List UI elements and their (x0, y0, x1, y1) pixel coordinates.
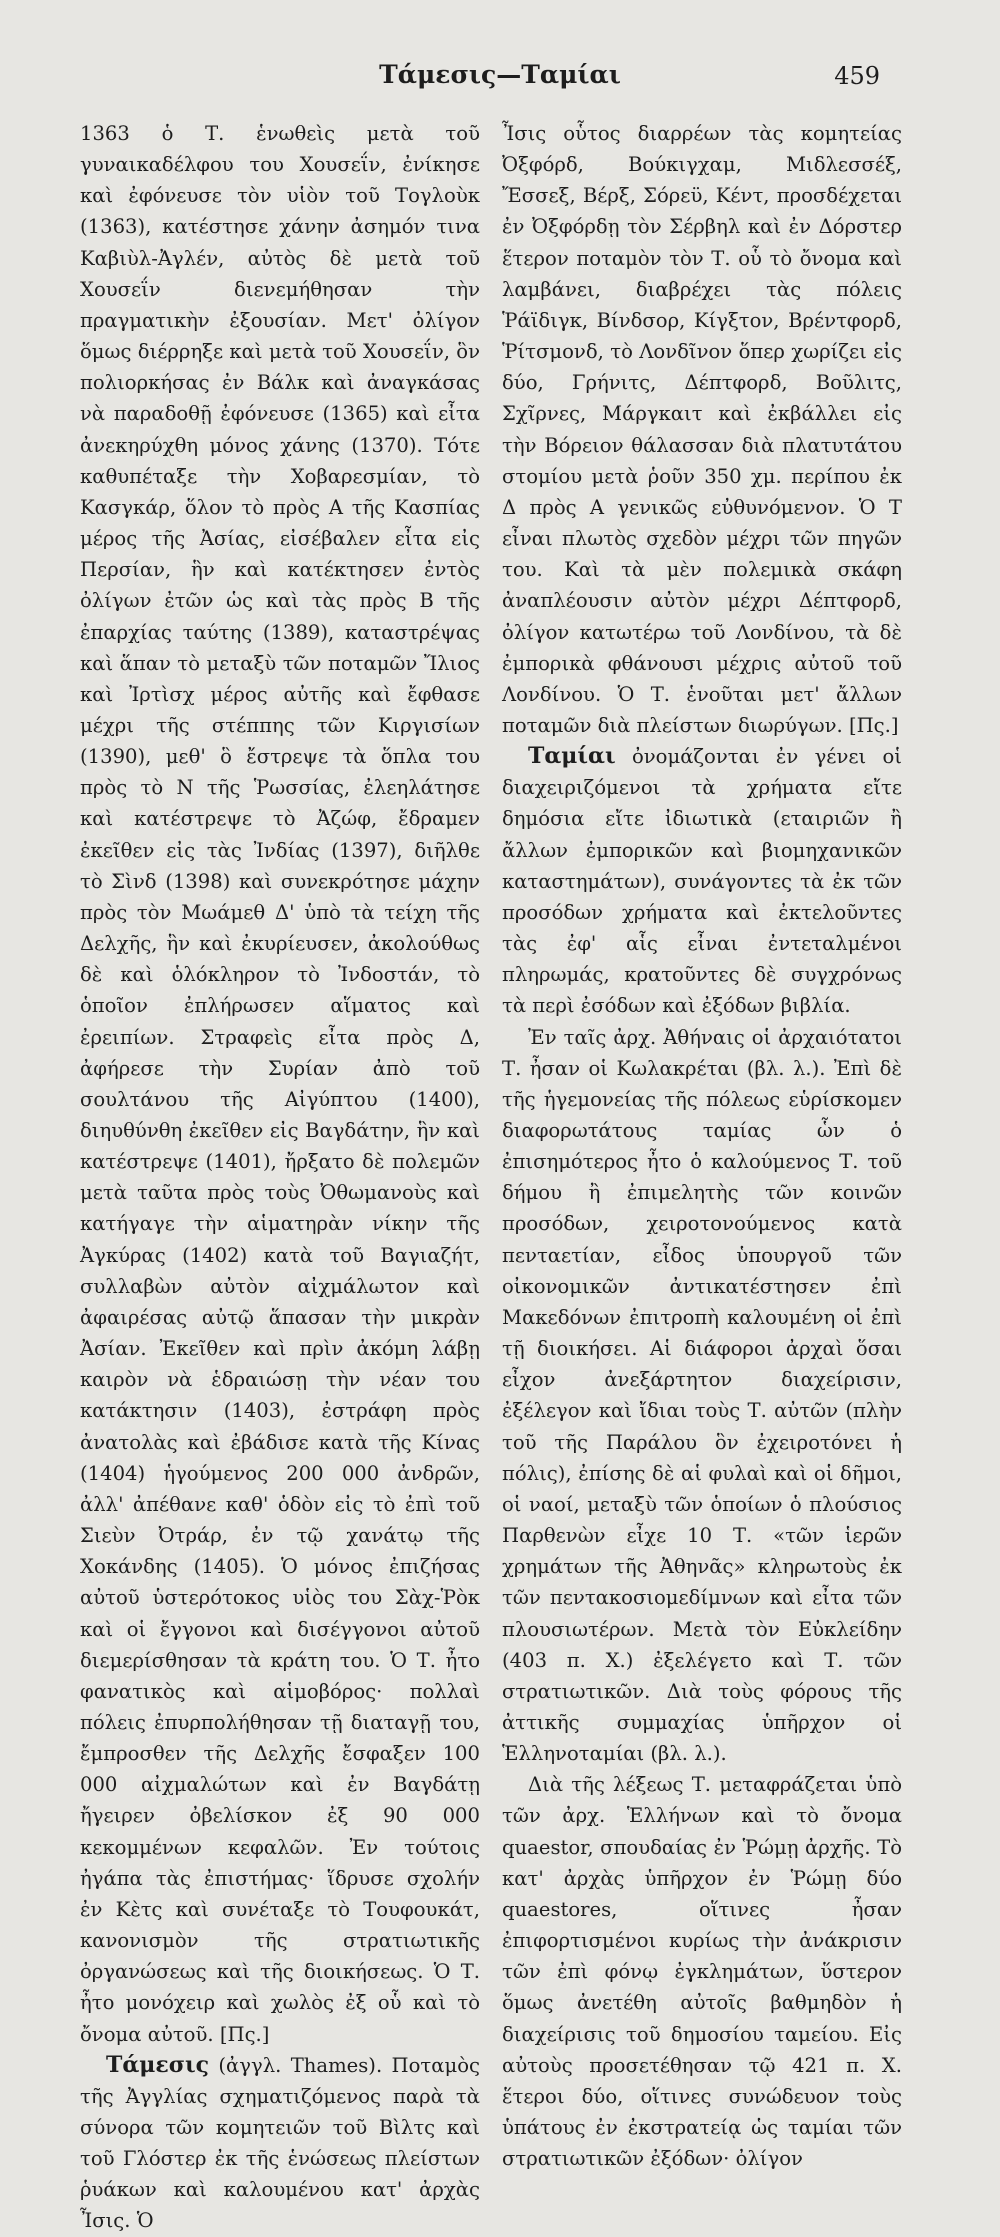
entry-timur-continuation: 1363 ὁ Τ. ἑνωθεὶς μετὰ τοῦ γυναικαδέλφου του Χουσεΐν, ἐνίκησε καὶ ἐφόνευσε τὸν υἱὸν τοῦ Τογλοὺκ (1363), κατέστησε χάνην ἀσημόν τινα Καβιὺλ-Ἀγλέν, αὐτὸς δὲ μετὰ τοῦ Χουσεΐν διενεμήθησαν τὴν πραγματικὴν ἐξουσίαν. Μετ' ὀλίγον ὅμως διέρρηξε καὶ μετὰ τοῦ Χουσεΐν, ὃν πολιορκήσας ἐν Βάλκ καὶ ἀναγκάσας νὰ παραδοθῇ ἐφόνευσε (1365) καὶ εἶτα ἀνεκηρύχθη μόνος χάνης (1370). Τότε καθυπέταξε τὴν Χοβαρεσμίαν, τὸ Κασγκάρ, ὅλον τὸ πρὸς Α τῆς Κασπίας μέρος τῆς Ἀσίας, εἰσέβαλεν εἶτα εἰς Περσίαν, ἣν καὶ κατέκτησεν ἐντὸς ὀλίγων ἐτῶν ὡς καὶ τὰς πρὸς Β τῆς ἐπαρχίας ταύτης (1389), καταστρέψας καὶ ἅπαν τὸ μεταξὺ τῶν ποταμῶν Ἴλιος καὶ Ἰρτὶσχ μέρος αὐτῆς καὶ ἔφθασε μέχρι τῆς στέππης τῶν Κιργισίων (1390), μεθ' ὃ ἔστρεψε τὰ ὅπλα του πρὸς τὸ Ν τῆς Ῥωσσίας, ἐλεηλάτησε καὶ κατέστρεψε τὸ Ἀζώφ, ἔδραμεν ἐκεῖθεν εἰς τὰς Ἰνδίας (1397), διῆλθε τὸ Σὶνδ (1398) καὶ συνεκρότησε μάχην πρὸς τὸν Μωάμεθ Δ' ὑπὸ τὰ τείχη τῆς Δελχῆς, ἣν καὶ ἐκυρίευσεν, ἀκολούθως δὲ καὶ ὁλόκληρον τὸ Ἰνδοστάν, τὸ ὁποῖον ἐπλήρωσεν αἵματος καὶ ἐρειπίων. Στραφεὶς εἶτα πρὸς Δ, ἀφήρεσε τὴν Συρίαν ἀπὸ τοῦ σουλτάνου τῆς Αἰγύπτου (1400), διηυθύνθη ἐκεῖθεν εἰς Βαγδάτην, ἣν καὶ κατέστρεψε (1401), ἤρξατο δὲ πολεμῶν μετὰ ταῦτα πρὸς τοὺς Ὀθωμανοὺς καὶ κατήγαγε τὴν αἱματηρὰν νίκην τῆς Ἀγκύρας (1402) κατὰ τοῦ Βαγιαζήτ, συλλαβὼν αὐτὸν αἰχμάλωτον καὶ ἀφαιρέσας αὐτῷ ἅπασαν τὴν μικρὰν Ἀσίαν. Ἐκεῖθεν καὶ πρὶν ἀκόμη λάβῃ καιρὸν νὰ ἑδραιώσῃ τὴν νέαν του κατάκτησιν (1403), ἐστράφη πρὸς ἀνατολὰς καὶ ἐβάδισε κατὰ τῆς Κίνας (1404) ἡγούμενος 200 000 ἀνδρῶν, ἀλλ' ἀπέθανε καθ' ὁδὸν εἰς τὸ ἐπὶ τοῦ Σιεὺν Ὀτράρ, ἐν τῷ χανάτῳ τῆς Χοκάνδης (1405). Ὁ μόνος ἐπιζήσας αὐτοῦ ὑστερότοκος υἱὸς του Σὰχ-Ῥὸκ καὶ οἱ ἔγγονοι καὶ δισέγγονοι αὐτοῦ διεμερίσθησαν τὰ κράτη του. Ὁ Τ. ἦτο φανατικὸς καὶ αἱμοβόρος· πολλαὶ πόλεις ἐπυρπολήθησαν τῇ διαταγῇ του, ἔμπροσθεν τῆς Δελχῆς ἔσφαξεν 100 000 αἰχμαλώτων καὶ ἐν Βαγδάτῃ ἤγειρεν ὀβελίσκον ἐξ 90 000 κεκομμένων κεφαλῶν. Ἐν τούτοις ἠγάπα τὰς ἐπιστήμας· ἵδρυσε σχολήν ἐν Κὲτς καὶ συνέταξε τὸ Τουφουκάτ, κανονισμὸν τῆς στρατιωτικῆς ὀργανώσεως καὶ τῆς διοικήσεως. Ὁ Τ. ἦτο μονόχειρ καὶ χωλὸς ἐξ οὗ καὶ τὸ ὄνομα αὐτοῦ. [Πς.] (80, 122, 480, 2046)
page-number: 459 (834, 62, 880, 90)
entry-thames (80, 2050, 480, 2237)
entry-tamiai-athens: Ἐν ταῖς ἀρχ. Ἀθήναις οἱ ἀρχαιότατοι Τ. ἦσαν οἱ Κωλακρέται (βλ. λ.). Ἐπὶ δὲ τῆς ἡγεμονείας τῆς πόλεως εὑρίσκομεν διαφορωτάτους ταμίας ὧν ὁ ἐπισημότερος ἦτο ὁ καλούμενος Τ. τοῦ δήμου ἢ ἐπιμελητὴς τῶν κοινῶν προσόδων, χειροτονούμενος κατὰ πενταετίαν, εἶδος ὑπουργοῦ τῶν οἰκονομικῶν ἀντικατέστησεν ἐπὶ Μακεδόνων ἐπιτροπὴ καλουμένη οἱ ἐπὶ τῇ διοικήσει. Αἱ διάφοροι ἀρχαὶ ὅσαι εἶχον ἀνεξάρτητον διαχείρισιν, ἐξέλεγον καὶ ἴδιαι τοὺς Τ. αὐτῶν (πλὴν τοῦ τῆς Παράλου ὃν ἐχειροτόνει ἡ πόλις), ἐπίσης δὲ αἱ φυλαὶ καὶ οἱ δῆμοι, οἱ ναοί, μεταξὺ τῶν ὁποίων ὁ πλούσιος Παρθενὼν εἶχε 10 Τ. «τῶν ἱερῶν χρημάτων τῆς Ἀθηνᾶς» κληρωτοὺς ἐκ τῶν πεντακοσιομεδίμνων καὶ εἶτα τῶν πλουσιωτέρων. Μετὰ τὸν Εὐκλείδην (403 π. Χ.) ἐξελέγετο καὶ Τ. τῶν στρατιωτικῶν. Διὰ τοὺς φόρους τῆς ἀττικῆς συμμαχίας ὑπῆρχον οἱ Ἑλληνοταμίαι (βλ. λ.). (502, 1025, 902, 1766)
right-column (502, 118, 902, 2174)
left-column (80, 118, 480, 2237)
entry-thames-continuation: Ἶσις οὗτος διαρρέων τὰς κομητείας Ὀξφόρδ, Βούκιγχαμ, Μιδλεσσέξ, Ἔσσεξ, Βέρξ, Σόρεϋ, Κέντ, προσδέχεται ἐν Ὀξφόρδῃ τὸν Σέρβηλ καὶ ἐν Δόρστερ ἕτερον ποταμὸν τὸν Τ. οὗ τὸ ὄνομα καὶ λαμβάνει, διαβρέχει τὰς πόλεις Ῥάϊδιγκ, Βίνδσορ, Κίγξτον, Βρέντφορδ, Ῥίτσμονδ, τὸ Λονδῖνον ὅπερ χωρίζει εἰς δύο, Γρήνιτς, Δέπτφορδ, Βοῦλιτς, Σχῖρνες, Μάργκαιτ καὶ ἐκβάλλει εἰς τὴν Βόρειον θάλασσαν διὰ πλατυτάτου στομίου μετὰ ῥοῦν 350 χμ. περίπου ἐκ Δ πρὸς Α γενικῶς εὐθυνόμενον. Ὁ Τ εἶναι πλωτὸς σχεδὸν μέχρι τῶν πηγῶν του. Καὶ τὰ μὲν πολεμικὰ σκάφη ἀναπλέουσιν αὐτὸν μέχρι Δέπτφορδ, ὀλίγον κατωτέρω τοῦ Λονδίνου, τὰ δὲ ἐμπορικὰ φθάνουσι μέχρις αὐτοῦ τοῦ Λονδίνου. Ὁ Τ. ἑνοῦται μετ' ἄλλων ποταμῶν διὰ πλείστων διωρύγων. [Πς.] (502, 122, 902, 737)
page-header (0, 60, 1000, 100)
entry-tamiai-text: ὀνομάζονται ἐν γένει οἱ διαχειριζόμενοι τὰ χρήματα εἴτε δημόσια εἴτε ἰδιωτικὰ (εταιριῶν ἢ ἄλλων ἐμπορικῶν καὶ βιομηχανικῶν καταστημάτων), συνάγοντες τὰ ἐκ τῶν προσόδων χρήματα καὶ ἐκτελοῦντες τὰς ἐφ' αἷς εἶναι ἐντεταλμένοι πληρωμάς, κρατοῦντες δὲ συγχρόνως τὰ περὶ ἐσόδων καὶ ἐξόδων βιβλία. (502, 745, 902, 1018)
entry-thames-text: (ἀγγλ. Thames). Ποταμὸς τῆς Ἀγγλίας σχηματιζόμενος παρὰ τὰ σύνορα τῶν κομητειῶν τοῦ Βὶλτς καὶ τοῦ Γλόστερ ἐκ τῆς ἑνώσεως πλείστων ῥυάκων καὶ καλουμένου κατ' ἀρχὰς Ἶσις. Ὁ (80, 2053, 480, 2233)
running-title: Τάμεσις—Ταμίαι (379, 60, 621, 89)
entry-tamiai-rome: Διὰ τῆς λέξεως Τ. μεταφράζεται ὑπὸ τῶν ἀρχ. Ἑλλήνων καὶ τὸ ὄνομα quaestor, σπουδαίας ἐν Ῥώμῃ ἀρχῆς. Τὸ κατ' ἀρχὰς ὑπῆρχον ἐν Ῥώμῃ δύο quaestores, οἵτινες ἦσαν ἐπιφορτισμένοι κυρίως τὴν ἀνάκρισιν τῶν ἐπὶ φόνῳ ἐγκλημάτων, ὕστερον ὅμως ἀνετέθη αὐτοῖς βαθμηδὸν ἡ διαχείρισις τοῦ δημοσίου ταμείου. Εἰς αὐτοὺς προσετέθησαν τῷ 421 π. Χ. ἕτεροι δύο, οἵτινες συνώδευον τοὺς ὑπάτους ἐν ἐκστρατείᾳ ὡς ταμίαι τῶν στρατιωτικῶν ἐξόδων· ὀλίγον (502, 1773, 902, 2171)
entry-tamiai (502, 741, 902, 1021)
entry-headword-thames: Τάμεσις (106, 2051, 210, 2078)
entry-headword-tamiai: Ταμίαι (528, 743, 616, 770)
